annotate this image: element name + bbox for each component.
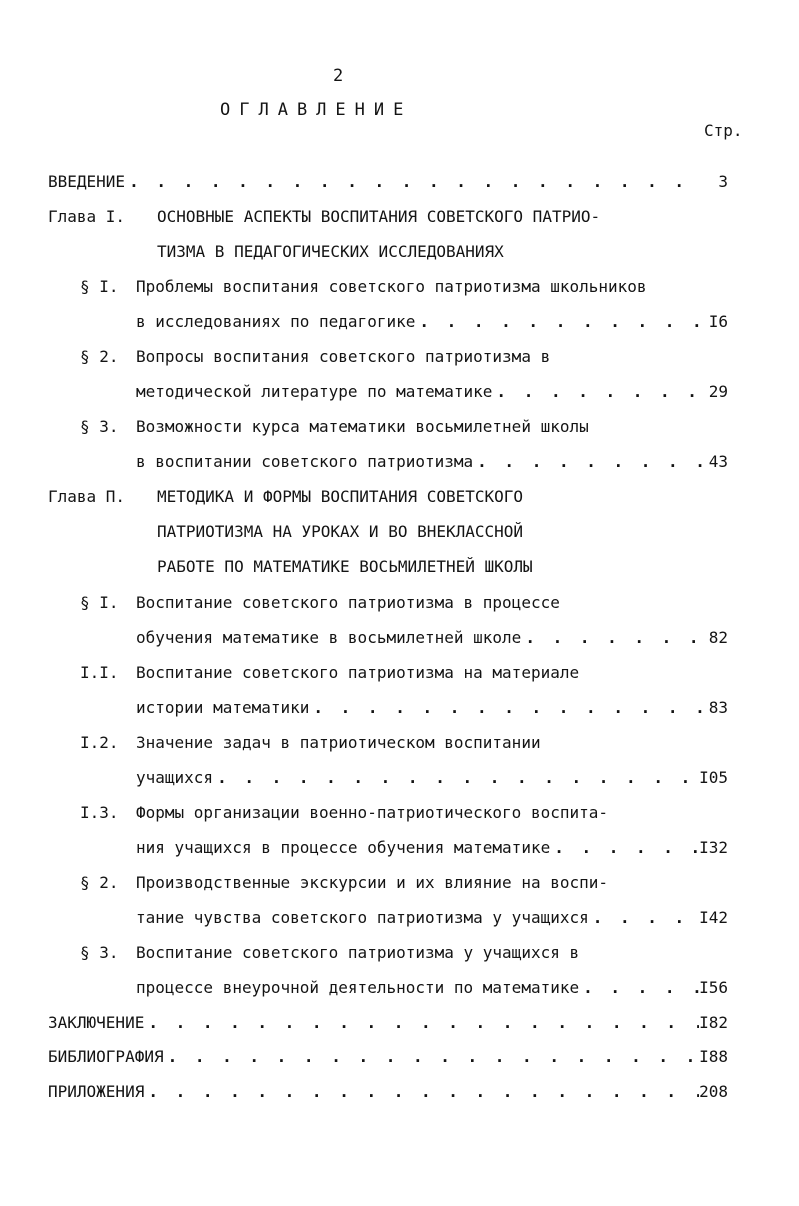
- toc-entry-ch2-s2[interactable]: [136, 908, 728, 928]
- section-title-line-1[interactable]: Значение задач в патриотическом воспитании: [136, 733, 541, 752]
- section-title-line-1[interactable]: Воспитание советского патриотизма в процессе: [136, 593, 560, 612]
- leader-dots: [473, 452, 704, 472]
- leader-dots: [415, 312, 704, 332]
- toc-entry-page: 82: [708, 628, 728, 647]
- leader-dots: [213, 768, 699, 788]
- page-title: ОГЛАВЛЕНИЕ: [220, 100, 413, 120]
- section-number: I.2.: [80, 733, 119, 752]
- toc-entry-page: 29: [708, 382, 728, 401]
- toc-entry-ch1-s3[interactable]: [136, 452, 728, 472]
- section-title-line-1[interactable]: Вопросы воспитания советского патриотизма в: [136, 347, 551, 366]
- chapter-2-title-line-3[interactable]: РАБОТЕ ПО МАТЕМАТИКЕ ВОСЬМИЛЕТНЕЙ ШКОЛЫ: [157, 557, 533, 576]
- section-title-line-2: тание чувства советского патриотизма у учащихся: [136, 908, 589, 927]
- section-number: § 2.: [80, 873, 119, 892]
- section-number: § 2.: [80, 347, 119, 366]
- toc-entry-ch2-1-2[interactable]: [136, 768, 728, 788]
- leader-dots: [492, 382, 704, 402]
- toc-entry-label: ПРИЛОЖЕНИЯ: [48, 1082, 145, 1101]
- section-title-line-2: процессе внеурочной деятельности по математике: [136, 978, 580, 997]
- toc-entry-ch2-s1[interactable]: [136, 628, 728, 648]
- toc-entry-label: ЗАКЛЮЧЕНИЕ: [48, 1013, 145, 1032]
- section-title-line-1[interactable]: Производственные экскурсии и их влияние на воспи-: [136, 873, 609, 892]
- toc-entry-label: БИБЛИОГРАФИЯ: [48, 1047, 164, 1066]
- toc-entry-page: 3: [718, 172, 728, 191]
- page-number: 2: [333, 66, 344, 86]
- chapter-2-prefix: Глава П.: [48, 487, 126, 506]
- section-number: § 3.: [80, 417, 119, 436]
- leader-dots: [164, 1047, 700, 1067]
- toc-entry-page: I42: [699, 908, 728, 927]
- leader-dots: [521, 628, 704, 648]
- chapter-2-title-line-1[interactable]: МЕТОДИКА И ФОРМЫ ВОСПИТАНИЯ СОВЕТСКОГО: [157, 487, 524, 506]
- toc-entry-page: 83: [708, 698, 728, 717]
- toc-entry-page: I56: [699, 978, 728, 997]
- toc-entry-intro[interactable]: [48, 172, 728, 192]
- toc-entry-ch1-s2[interactable]: [136, 382, 728, 402]
- chapter-1-title-line-2[interactable]: ТИЗМА В ПЕДАГОГИЧЕСКИХ ИССЛЕДОВАНИЯХ: [157, 242, 504, 261]
- toc-entry-page: I6: [708, 312, 728, 331]
- chapter-2-title-line-2[interactable]: ПАТРИОТИЗМА НА УРОКАХ И ВО ВНЕКЛАССНОЙ: [157, 522, 524, 541]
- toc-entry-page: 43: [708, 452, 728, 471]
- toc-entry-bibliography[interactable]: [48, 1047, 728, 1067]
- toc-entry-label: ВВЕДЕНИЕ: [48, 172, 126, 191]
- toc-entry-ch1-s1[interactable]: [136, 312, 728, 332]
- section-title-line-1[interactable]: Воспитание советского патриотизма на материале: [136, 663, 580, 682]
- toc-entry-conclusion[interactable]: [48, 1013, 728, 1033]
- toc-entry-page: 208: [699, 1082, 728, 1101]
- section-title-line-1[interactable]: Воспитание советского патриотизма у учащихся в: [136, 943, 580, 962]
- toc-entry-page: I88: [699, 1047, 728, 1066]
- section-title-line-2: методической литературе по математике: [136, 382, 493, 401]
- section-number: § I.: [80, 277, 119, 296]
- section-title-line-2: истории математики: [136, 698, 310, 717]
- section-title-line-2: обучения математике в восьмилетней школе: [136, 628, 522, 647]
- section-number: I.3.: [80, 803, 119, 822]
- section-number: § 3.: [80, 943, 119, 962]
- leader-dots: [589, 908, 699, 928]
- section-title-line-1[interactable]: Формы организации военно-патриотического воспита-: [136, 803, 609, 822]
- section-title-line-2: учащихся: [136, 768, 214, 787]
- leader-dots: [144, 1013, 699, 1033]
- section-number: I.I.: [80, 663, 119, 682]
- toc-entry-ch2-1-1[interactable]: [136, 698, 728, 718]
- leader-dots: [125, 172, 704, 192]
- section-title-line-1[interactable]: Проблемы воспитания советского патриотизма школьников: [136, 277, 647, 296]
- toc-entry-ch2-1-3[interactable]: [136, 838, 728, 858]
- section-title-line-1[interactable]: Возможности курса математики восьмилетней школы: [136, 417, 589, 436]
- toc-entry-page: I82: [699, 1013, 728, 1032]
- toc-entry-appendix[interactable]: [48, 1082, 728, 1102]
- toc-entry-page: I32: [699, 838, 728, 857]
- leader-dots: [550, 838, 699, 858]
- leader-dots: [579, 978, 699, 998]
- section-title-line-2: ния учащихся в процессе обучения математике: [136, 838, 551, 857]
- chapter-1-title-line-1[interactable]: ОСНОВНЫЕ АСПЕКТЫ ВОСПИТАНИЯ СОВЕТСКОГО ПАТРИО-: [157, 207, 601, 226]
- leader-dots: [309, 698, 704, 718]
- page-column-label: Стр.: [704, 121, 743, 140]
- section-title-line-2: в воспитании советского патриотизма: [136, 452, 474, 471]
- leader-dots: [144, 1082, 699, 1102]
- toc-entry-page: I05: [699, 768, 728, 787]
- toc-entry-ch2-s3[interactable]: [136, 978, 728, 998]
- section-title-line-2: в исследованиях по педагогике: [136, 312, 416, 331]
- section-number: § I.: [80, 593, 119, 612]
- chapter-1-prefix: Глава I.: [48, 207, 126, 226]
